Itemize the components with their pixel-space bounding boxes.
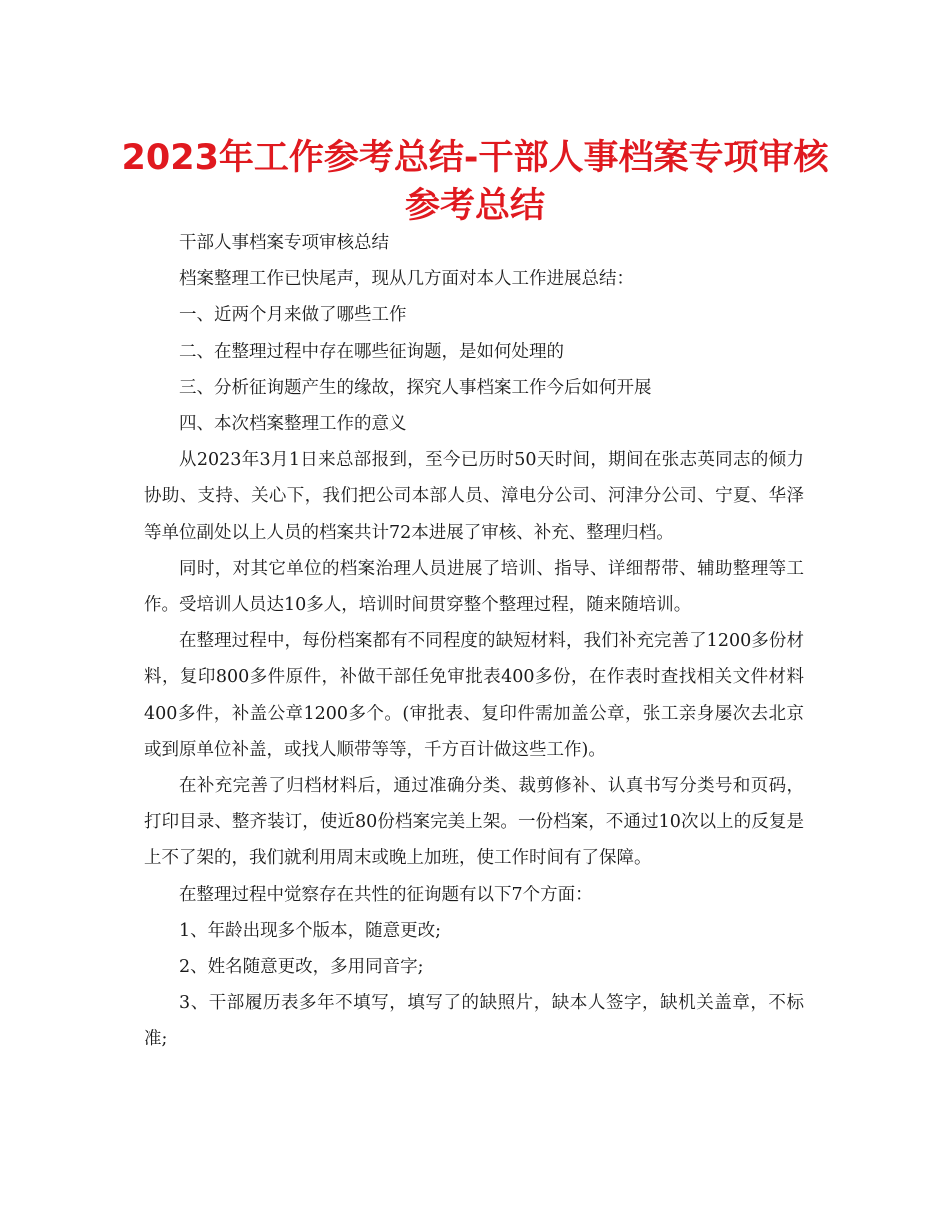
paragraph-report: 从2023年3月1日来总部报到，至今已历时50天时间，期间在张志英同志的倾力协助、支持、关心下，我们把公司本部人员、漳电分公司、河津分公司、宁夏、华泽等单位副处以上人员的档案共计72本进展了审核、补充、整理归档。 — [144, 450, 804, 543]
paragraph-intro: 档案整理工作已快尾声，现从几方面对本人工作进展总结： — [179, 269, 634, 290]
outline-item-3: 三、分析征询题产生的缘故，探究人事档案工作今后如何开展 — [179, 377, 652, 398]
issue-item-3: 3、干部履历表多年不填写，填写了的缺照片，缺本人签字，缺机关盖章，不标准; — [144, 993, 804, 1050]
paragraph-training: 同时，对其它单位的档案治理人员进展了培训、指导、详细帮带、辅助整理等工作。受培训人员达10多人，培训时间贯穿整个整理过程，随来随培训。 — [144, 558, 804, 616]
paragraph-issues-intro: 在整理过程中觉察存在共性的征询题有以下7个方面： — [179, 884, 593, 905]
issue-item-2: 2、姓名随意更改，多用同音字; — [179, 957, 424, 978]
paragraph-materials: 在整理过程中，每份档案都有不同程度的缺短材料，我们补充完善了1200多份材料，复印800多件原件，补做干部任免审批表400多份，在作表时查找相关文件材料400多件，补盖公章1200多个。(审批表、复印件需加盖公章，张工亲身屡次去北京或到原单位补盖，或找人顺带等等，千方百计做这些工作)。 — [144, 631, 804, 760]
paragraph-subtitle: 干部人事档案专项审核总结 — [179, 233, 389, 253]
outline-item-4: 四、本次档案整理工作的意义 — [179, 414, 407, 435]
paragraph-archiving: 在补充完善了归档材料后，通过准确分类、裁剪修补、认真书写分类号和页码，打印目录、整齐装订，使近80份档案完美上架。一份档案，不通过10次以上的反复是上不了架的，我们就利用周末或晚上加班，使工作时间有了保障。 — [144, 776, 804, 869]
outline-item-1: 一、近两个月来做了哪些工作 — [179, 305, 407, 326]
issue-item-1: 1、年龄出现多个版本，随意更改; — [179, 920, 442, 941]
outline-item-2: 二、在整理过程中存在哪些征询题，是如何处理的 — [179, 341, 564, 362]
document-body — [144, 225, 804, 1058]
document-title: 2023年工作参考总结-干部人事档案专项审核参考总结 — [121, 138, 829, 226]
